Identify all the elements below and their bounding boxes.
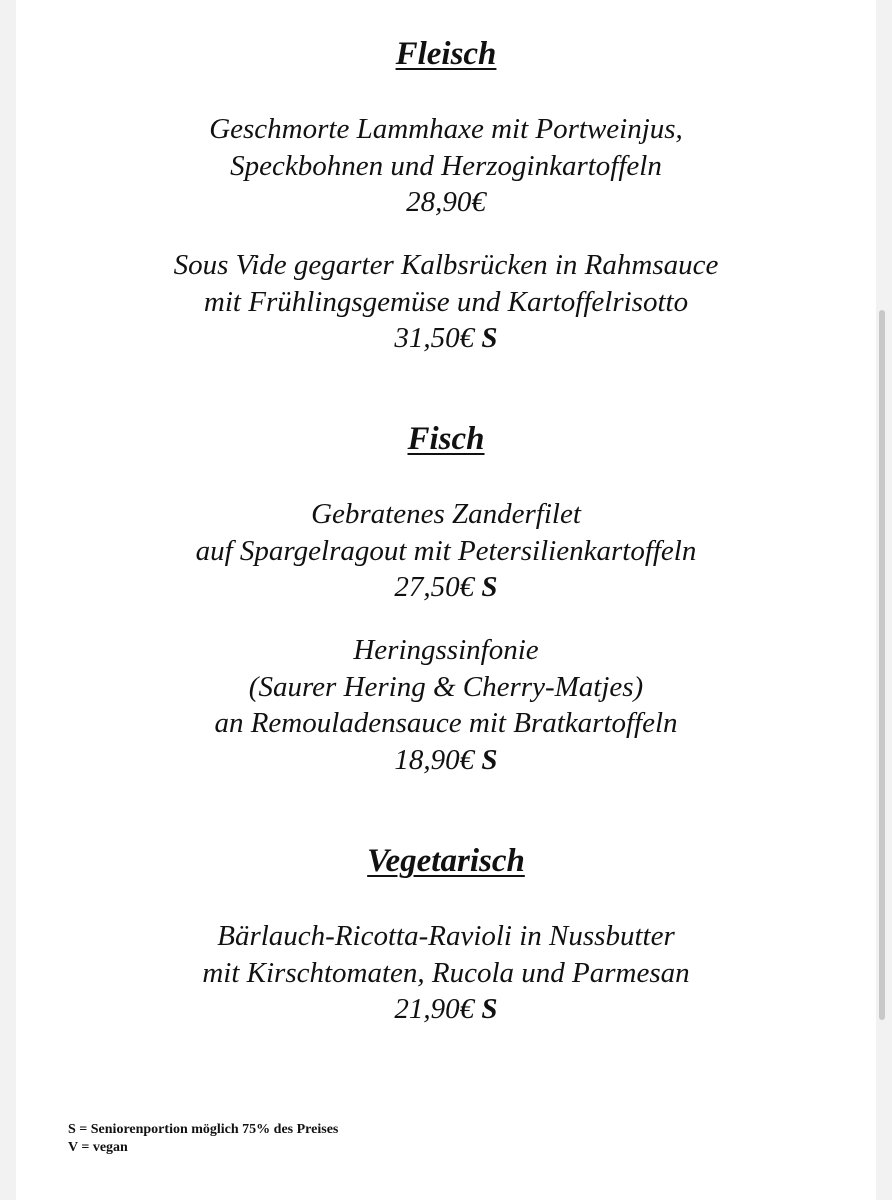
dish-price: 21,90€ [394, 993, 475, 1025]
dish-line: Gebratenes Zanderfilet [311, 498, 581, 530]
dish-price-line [16, 184, 876, 221]
dish-price: 18,90€ [394, 743, 475, 776]
dish-price: 28,90€ [406, 186, 486, 218]
dish-zanderfilet [16, 496, 876, 606]
scrollbar[interactable] [879, 310, 885, 1020]
dish-price-line [16, 569, 876, 606]
legend [68, 1121, 338, 1157]
dish-price: 31,50€ [394, 322, 475, 354]
senior-portion-marker: S [481, 743, 498, 776]
section-title-fisch: Fisch [407, 421, 485, 457]
dish-kalbsruecken [16, 247, 876, 357]
dish-line: Sous Vide gegarter Kalbsrücken in Rahmsauce [173, 249, 719, 281]
dish-line: mit Frühlingsgemüse und Kartoffelrisotto [203, 285, 689, 318]
legend-vegan: V = vegan [68, 1140, 128, 1155]
menu-page [16, 0, 876, 1200]
dish-line: Bärlauch-Ricotta-Ravioli in Nussbutter [217, 920, 675, 952]
dish-line: auf Spargelragout mit Petersilienkartoffeln [195, 534, 697, 567]
section-title-fleisch: Fleisch [395, 36, 497, 72]
senior-portion-marker: S [481, 571, 498, 603]
dish-line: Geschmorte Lammhaxe mit Portweinjus, [209, 113, 683, 145]
dish-line: mit Kirschtomaten, Rucola und Parmesan [202, 956, 690, 989]
dish-ravioli [16, 918, 876, 1028]
dish-price-line [16, 320, 876, 357]
dish-line: Speckbohnen und Herzoginkartoffeln [230, 149, 662, 182]
dish-line: an Remouladensauce mit Bratkartoffeln [214, 707, 678, 739]
dish-line: (Saurer Hering & Cherry-Matjes) [248, 670, 644, 703]
senior-portion-marker: S [481, 993, 498, 1025]
dish-lammhaxe [16, 111, 876, 221]
dish-line: Heringssinfonie [353, 634, 539, 666]
dish-price-line [16, 742, 876, 779]
dish-heringssinfonie [16, 632, 876, 778]
senior-portion-marker: S [481, 322, 498, 354]
dish-price-line [16, 991, 876, 1028]
section-title-vegetarisch: Vegetarisch [367, 843, 525, 879]
legend-senior-portion: S = Seniorenportion möglich 75% des Preises [68, 1122, 339, 1137]
dish-price: 27,50€ [394, 571, 475, 603]
